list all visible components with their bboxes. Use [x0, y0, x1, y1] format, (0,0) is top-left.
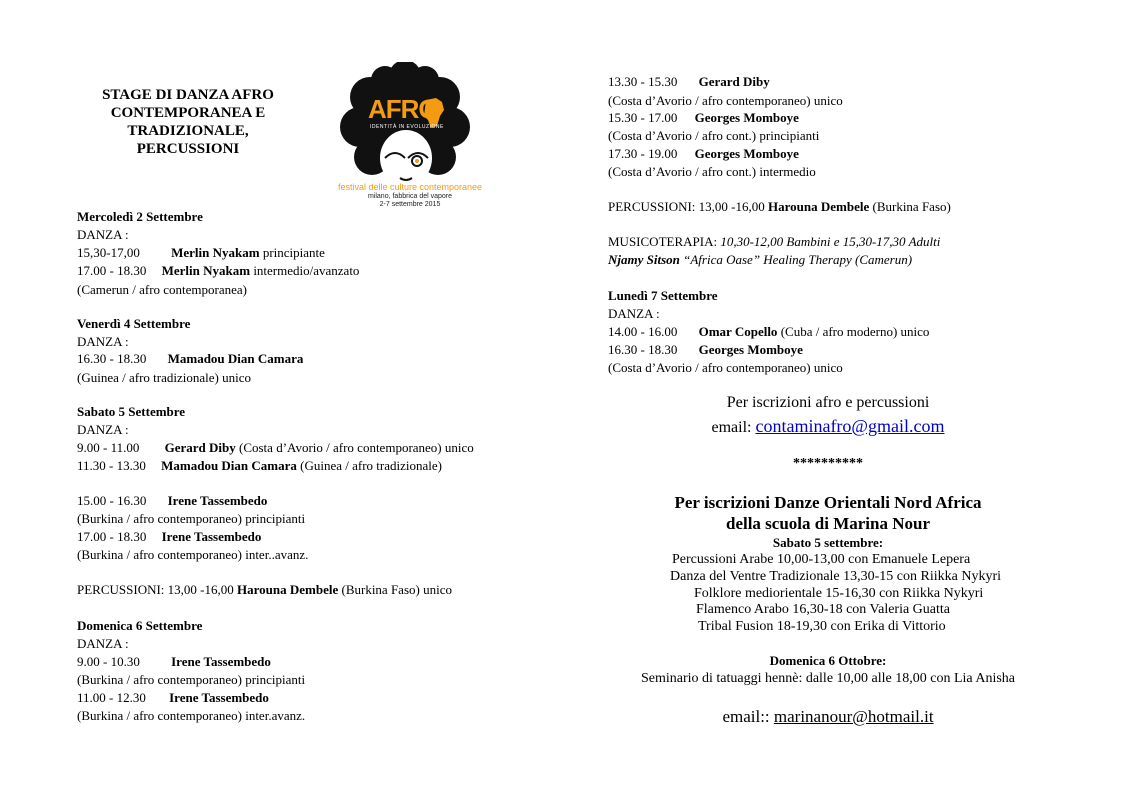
teacher: Georges Momboye — [694, 110, 799, 125]
schedule-row — [608, 323, 929, 341]
registration-line: Per iscrizioni afro e percussioni — [726, 394, 930, 411]
logo-place: milano, fabbrica del vapore — [367, 193, 453, 200]
percussion-row — [77, 581, 452, 599]
teacher: Irene Tassembedo — [169, 690, 269, 705]
time: 11.00 - 12.30 — [77, 690, 146, 705]
oriental-subheading: della scuola di Marina Nour — [725, 514, 930, 533]
page-title — [88, 86, 288, 158]
origin-note: (Guinea / afro tradizionale) unico — [77, 370, 251, 385]
schedule-row — [77, 439, 474, 457]
schedule-row — [77, 653, 271, 671]
level: (Costa d’Avorio / afro contemporaneo) unico — [235, 440, 474, 455]
teacher: Harouna Dembele — [768, 199, 870, 214]
title-line: STAGE DI DANZA AFRO — [102, 87, 274, 103]
teacher: Irene Tassembedo — [167, 493, 268, 508]
teacher: Merlin Nyakam — [161, 263, 251, 278]
oriental-item: Danza del Ventre Tradizionale 13,30-15 con Riikka Nykyri — [670, 569, 1002, 584]
origin-note: (Burkina / afro contemporaneo) principianti — [77, 672, 306, 687]
email-label: email:: — [722, 707, 774, 726]
schedule-row — [608, 145, 799, 163]
registration-email — [608, 416, 1048, 438]
origin-note: (Costa d’Avorio / afro contemporaneo) unico — [608, 360, 843, 375]
danza-label: DANZA : — [77, 422, 129, 437]
time: 9.00 - 10.30 — [77, 654, 140, 669]
day-heading: Sabato 5 settembre: — [772, 535, 884, 550]
oriental-item: Folklore mediorientale 15-16,30 con Riikka Nykyri — [694, 586, 984, 601]
oriental-item: Flamenco Arabo 16,30-18 con Valeria Guatta — [696, 602, 951, 617]
level: (Burkina Faso) unico — [338, 582, 452, 597]
logo-word: AFRO — [368, 94, 438, 124]
time: 17.30 - 19.00 — [608, 146, 678, 161]
day-heading: Domenica 6 Settembre — [77, 618, 203, 633]
teacher: Gerard Diby — [164, 440, 236, 455]
level: “Africa Oase” Healing Therapy (Camerun) — [679, 252, 913, 267]
title-line: PERCUSSIONI — [136, 141, 240, 157]
schedule-row — [77, 689, 269, 707]
origin-note: (Burkina / afro contemporaneo) principianti — [77, 511, 306, 526]
danza-label: DANZA : — [608, 306, 660, 321]
time: 15.30 - 17.00 — [608, 110, 678, 125]
danza-label: DANZA : — [77, 334, 129, 349]
schedule-row — [608, 341, 803, 359]
oriental-heading: Per iscrizioni Danze Orientali Nord Africa — [674, 493, 982, 512]
title-line: CONTEMPORANEA E — [110, 105, 266, 121]
teacher: Georges Momboye — [694, 146, 799, 161]
email-link[interactable]: contaminafro@gmail.com — [755, 416, 945, 436]
schedule-row — [77, 244, 325, 262]
origin-note: (Camerun / afro contemporanea) — [77, 282, 248, 297]
music-therapy-teacher — [608, 251, 912, 269]
danza-label: DANZA : — [77, 636, 129, 651]
day-heading: Venerdì 4 Settembre — [77, 316, 191, 331]
teacher: Merlin Nyakam — [171, 245, 260, 260]
time: 14.00 - 16.00 — [608, 324, 678, 339]
percussion-label: PERCUSSIONI: 13,00 -16,00 — [608, 199, 768, 214]
time: 11.30 - 13.30 — [77, 458, 146, 473]
schedule-row — [608, 73, 770, 91]
day-heading: Lunedì 7 Settembre — [608, 288, 718, 303]
festival-logo — [330, 62, 490, 214]
level: (Guinea / afro tradizionale) — [296, 458, 442, 473]
logo-dates: 2-7 settembre 2015 — [379, 201, 441, 208]
percussion-label: PERCUSSIONI: 13,00 -16,00 — [77, 582, 237, 597]
origin-note: (Costa d’Avorio / afro cont.) intermedio — [608, 164, 816, 179]
level: (Cuba / afro moderno) unico — [777, 324, 930, 339]
teacher: Irene Tassembedo — [171, 654, 271, 669]
schedule-row — [77, 262, 359, 280]
music-label: MUSICOTERAPIA: — [608, 234, 721, 249]
email-link[interactable]: marinanour@hotmail.it — [773, 707, 934, 726]
time: 16.30 - 18.30 — [77, 351, 147, 366]
level: (Burkina Faso) — [869, 199, 951, 214]
percussion-row — [608, 198, 951, 216]
schedule-row — [77, 350, 303, 368]
teacher: Mamadou Dian Camara — [161, 458, 297, 473]
teacher: Harouna Dembele — [237, 582, 339, 597]
logo-festival: festival delle culture contemporanee — [337, 182, 483, 192]
separator-stars: ********** — [793, 456, 863, 471]
teacher: Irene Tassembedo — [161, 529, 262, 544]
origin-note: (Burkina / afro contemporaneo) inter..avanz. — [77, 547, 309, 562]
schedule-row — [77, 492, 267, 510]
level: intermedio/avanzato — [250, 263, 360, 278]
time: 15,30-17,00 — [77, 245, 140, 260]
title-line: TRADIZIONALE, — [127, 123, 249, 139]
email-label: email: — [711, 419, 756, 436]
oriental-item: Tribal Fusion 18-19,30 con Erika di Vittorio — [698, 619, 946, 634]
danza-label: DANZA : — [77, 227, 129, 242]
level: principiante — [259, 245, 325, 260]
teacher: Gerard Diby — [698, 74, 770, 89]
teacher: Omar Copello — [698, 324, 778, 339]
teacher: Njamy Sitson — [608, 252, 680, 267]
origin-note: (Burkina / afro contemporaneo) inter.avanz. — [77, 708, 306, 723]
teacher: Mamadou Dian Camara — [167, 351, 304, 366]
time: 15.00 - 16.30 — [77, 493, 147, 508]
schedule-row — [608, 109, 799, 127]
schedule-row — [77, 528, 261, 546]
teacher: Georges Momboye — [698, 342, 803, 357]
seminar-line: Seminario di tatuaggi hennè: dalle 10,00 alle 18,00 con Lia Anisha — [640, 671, 1016, 686]
music-therapy-row — [608, 233, 940, 251]
day-heading: Domenica 6 Ottobre: — [769, 653, 887, 668]
time: 9.00 - 11.00 — [77, 440, 140, 455]
time: 17.00 - 18.30 — [77, 263, 147, 278]
time: 16.30 - 18.30 — [608, 342, 678, 357]
schedule-row — [77, 457, 442, 475]
time: 13.30 - 15.30 — [608, 74, 678, 89]
oriental-item: Percussioni Arabe 10,00-13,00 con Emanuele Lepera — [672, 552, 971, 567]
oriental-email — [608, 707, 1048, 727]
music-times: 10,30-12,00 Bambini e 15,30-17,30 Adulti — [720, 234, 941, 249]
day-heading: Mercoledì 2 Settembre — [77, 209, 203, 224]
time: 17.00 - 18.30 — [77, 529, 147, 544]
origin-note: (Costa d’Avorio / afro contemporaneo) unico — [608, 93, 843, 108]
origin-note: (Costa d’Avorio / afro cont.) principianti — [608, 128, 820, 143]
day-heading: Sabato 5 Settembre — [77, 404, 186, 419]
logo-tagline: IDENTITÀ IN EVOLUZIONE — [370, 124, 444, 130]
